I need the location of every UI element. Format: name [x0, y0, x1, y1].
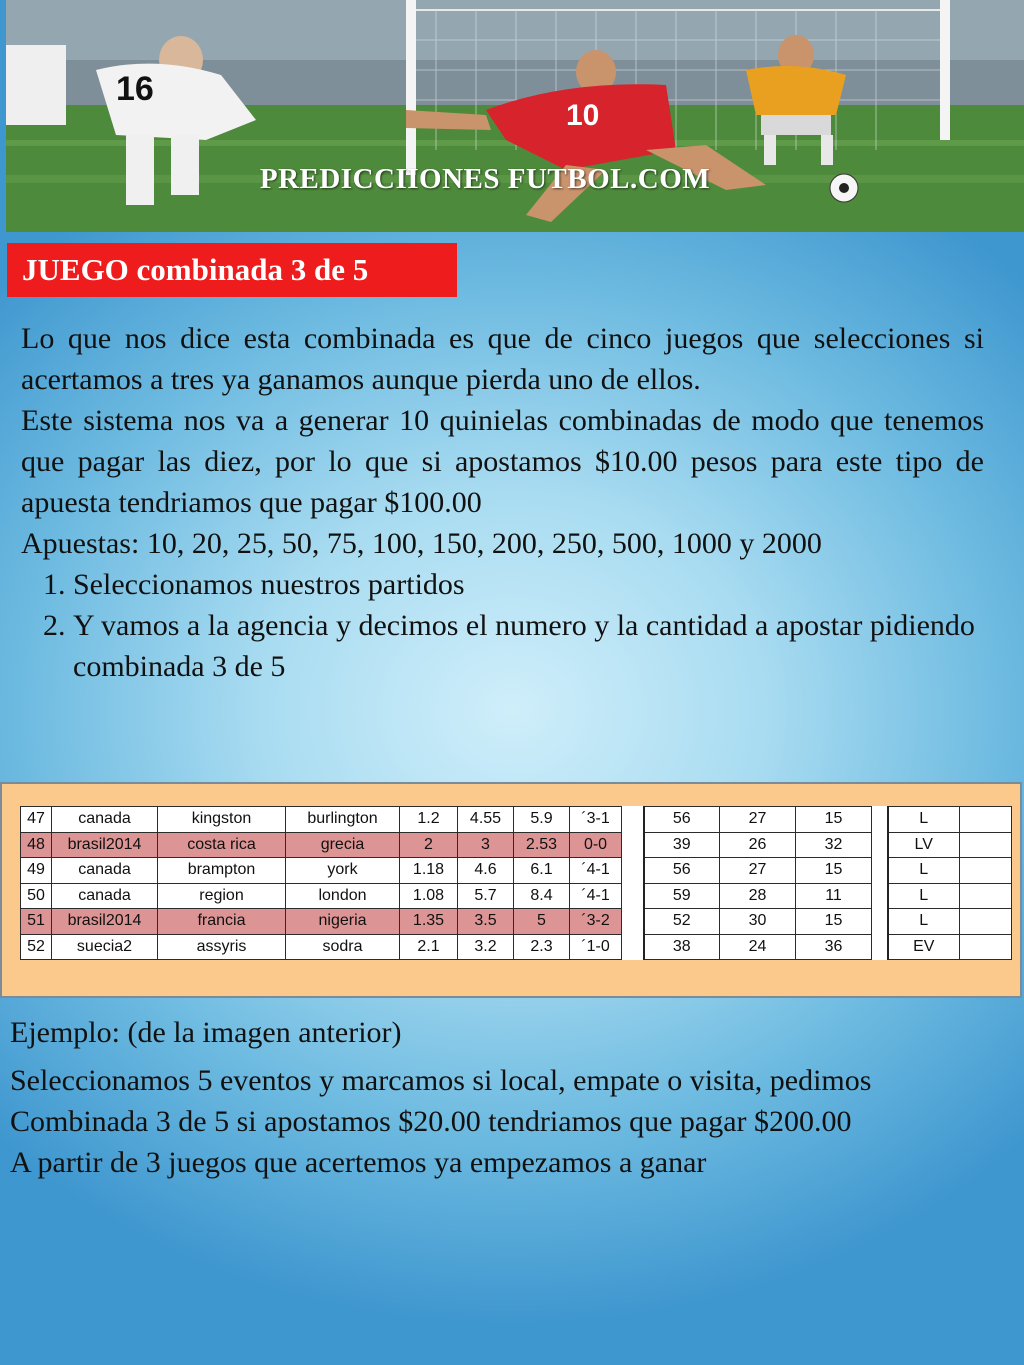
cell-p1: 56 — [644, 858, 720, 884]
intro-paragraph-1: Lo que nos dice esta combinada es que de cinco juegos que selecciones si acertamos a tres ya ganamos aunque pierda uno de ellos. — [21, 322, 984, 396]
cell-score: ´4-1 — [570, 858, 622, 884]
column-gap — [622, 883, 644, 909]
bet-amounts: Apuestas: 10, 20, 25, 50, 75, 100, 150, 200, 250, 500, 1000 y 2000 — [21, 527, 822, 560]
cell-score: ´1-0 — [570, 934, 622, 960]
cell-p2: 11 — [796, 883, 872, 909]
cell-pick: L — [888, 883, 960, 909]
cell-away: burlington — [286, 807, 400, 833]
column-gap — [872, 934, 888, 960]
cell-o2: 5 — [514, 909, 570, 935]
cell-o2: 6.1 — [514, 858, 570, 884]
cell-away: london — [286, 883, 400, 909]
column-gap — [872, 858, 888, 884]
cell-ox: 5.7 — [458, 883, 514, 909]
cell-px: 27 — [720, 858, 796, 884]
cell-home: francia — [158, 909, 286, 935]
cell-p1: 59 — [644, 883, 720, 909]
cell-o1: 1.08 — [400, 883, 458, 909]
column-gap — [872, 807, 888, 833]
cell-home: brampton — [158, 858, 286, 884]
cell-league: brasil2014 — [52, 909, 158, 935]
cell-home: region — [158, 883, 286, 909]
table-row — [21, 934, 1012, 960]
banner-title — [6, 163, 1024, 196]
cell-px: 28 — [720, 883, 796, 909]
cell-league: canada — [52, 807, 158, 833]
cell-league: canada — [52, 858, 158, 884]
cell-home: costa rica — [158, 832, 286, 858]
cell-o1: 1.2 — [400, 807, 458, 833]
example-closing: A partir de 3 juegos que acertemos ya empezamos a ganar — [10, 1146, 707, 1179]
cell-px: 27 — [720, 807, 796, 833]
cell-n: 51 — [21, 909, 52, 935]
cell-ox: 3 — [458, 832, 514, 858]
cell-p1: 52 — [644, 909, 720, 935]
soccer-scene-illustration — [6, 0, 1024, 232]
cell-score: ´3-1 — [570, 807, 622, 833]
table-row — [21, 832, 1012, 858]
column-gap — [622, 858, 644, 884]
cell-p1: 56 — [644, 807, 720, 833]
cell-p2: 36 — [796, 934, 872, 960]
example-heading: Ejemplo: (de la imagen anterior) — [10, 1016, 402, 1049]
column-gap — [872, 883, 888, 909]
column-gap — [872, 832, 888, 858]
cell-ox: 3.2 — [458, 934, 514, 960]
cell-empty — [960, 883, 1012, 909]
cell-pick: EV — [888, 934, 960, 960]
cell-o2: 5.9 — [514, 807, 570, 833]
cell-away: nigeria — [286, 909, 400, 935]
column-gap — [622, 934, 644, 960]
cell-league: suecia2 — [52, 934, 158, 960]
cell-n: 50 — [21, 883, 52, 909]
cell-p1: 39 — [644, 832, 720, 858]
cell-p2: 15 — [796, 909, 872, 935]
cell-o1: 2.1 — [400, 934, 458, 960]
cell-score: 0-0 — [570, 832, 622, 858]
cell-ox: 4.6 — [458, 858, 514, 884]
cell-empty — [960, 909, 1012, 935]
cell-league: canada — [52, 883, 158, 909]
cell-home: assyris — [158, 934, 286, 960]
cell-pick: L — [888, 858, 960, 884]
column-gap — [622, 832, 644, 858]
spreadsheet-panel — [0, 782, 1022, 998]
cell-ox: 4.55 — [458, 807, 514, 833]
example-section — [10, 1012, 1010, 1183]
cell-px: 26 — [720, 832, 796, 858]
banner-title-text: PREDICCIIONES FUTBOL.COM — [259, 163, 711, 195]
cell-empty — [960, 807, 1012, 833]
cell-score: ´4-1 — [570, 883, 622, 909]
cell-away: grecia — [286, 832, 400, 858]
example-body: Seleccionamos 5 eventos y marcamos si local, empate o visita, pedimos Combinada 3 de 5 si apostamos $20.00 tendriamos que pagar $200.00 — [10, 1064, 872, 1138]
cell-p1: 38 — [644, 934, 720, 960]
column-gap — [622, 909, 644, 935]
step-item: 1. Seleccionamos nuestros partidos — [73, 564, 984, 605]
cell-away: york — [286, 858, 400, 884]
cell-empty — [960, 934, 1012, 960]
cell-n: 47 — [21, 807, 52, 833]
cell-pick: LV — [888, 832, 960, 858]
table-row — [21, 858, 1012, 884]
column-gap — [622, 807, 644, 833]
matches-table — [20, 806, 1012, 960]
cell-px: 24 — [720, 934, 796, 960]
svg-text:10: 10 — [566, 99, 600, 132]
banner-image — [6, 0, 1024, 232]
cell-o2: 8.4 — [514, 883, 570, 909]
table-row — [21, 909, 1012, 935]
cell-n: 48 — [21, 832, 52, 858]
cell-n: 52 — [21, 934, 52, 960]
column-gap — [872, 909, 888, 935]
cell-p2: 15 — [796, 858, 872, 884]
cell-pick: L — [888, 807, 960, 833]
cell-px: 30 — [720, 909, 796, 935]
cell-away: sodra — [286, 934, 400, 960]
cell-league: brasil2014 — [52, 832, 158, 858]
cell-o2: 2.3 — [514, 934, 570, 960]
cell-empty — [960, 858, 1012, 884]
intro-paragraph-2: Este sistema nos va a generar 10 quinielas combinadas de modo que tenemos que pagar las diez, por lo que si apostamos $10.00 pesos para este tipo de apuesta tendriamos que pagar $100.00 — [21, 404, 984, 519]
cell-empty — [960, 832, 1012, 858]
cell-ox: 3.5 — [458, 909, 514, 935]
cell-p2: 32 — [796, 832, 872, 858]
cell-pick: L — [888, 909, 960, 935]
table-row — [21, 807, 1012, 833]
cell-home: kingston — [158, 807, 286, 833]
cell-o1: 2 — [400, 832, 458, 858]
cell-o1: 1.35 — [400, 909, 458, 935]
svg-text:16: 16 — [116, 70, 154, 108]
cell-o2: 2.53 — [514, 832, 570, 858]
cell-o1: 1.18 — [400, 858, 458, 884]
cell-score: ´3-2 — [570, 909, 622, 935]
section-tag: JUEGO combinada 3 de 5 — [7, 243, 457, 297]
step-item: 2. Y vamos a la agencia y decimos el numero y la cantidad a apostar pidiendo combinada 3 de 5 — [73, 605, 984, 687]
steps-list — [21, 564, 984, 687]
table-row — [21, 883, 1012, 909]
cell-n: 49 — [21, 858, 52, 884]
intro-content — [21, 318, 984, 687]
cell-p2: 15 — [796, 807, 872, 833]
